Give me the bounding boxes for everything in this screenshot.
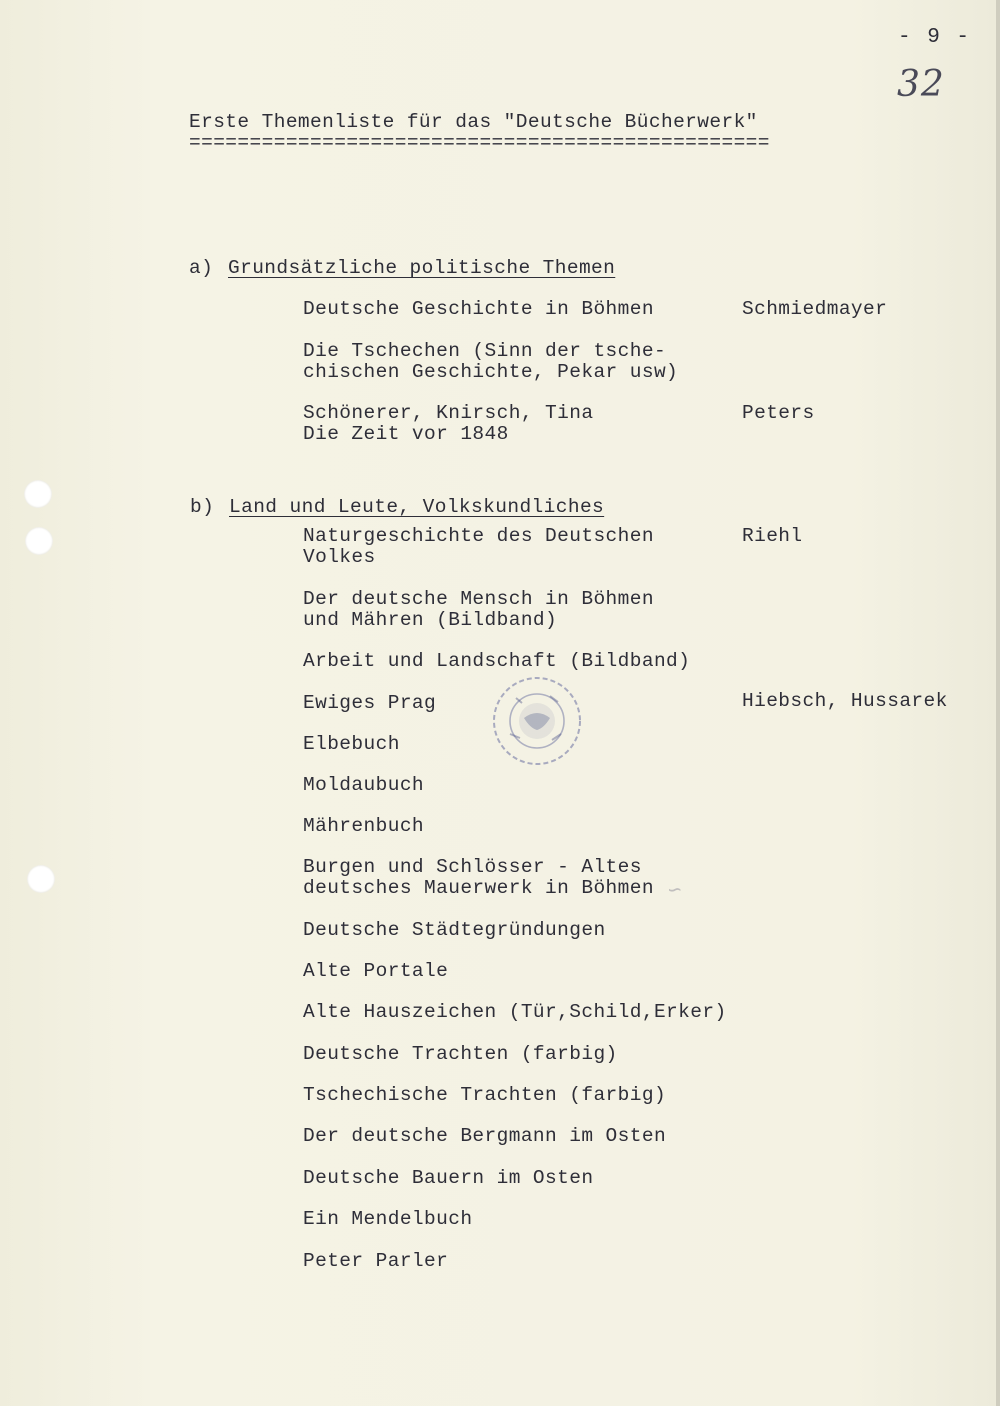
list-item: Peter Parler xyxy=(303,1250,449,1272)
page-edge xyxy=(996,0,1000,1406)
section-marker: a) xyxy=(189,257,214,279)
list-item: Deutsche Geschichte in Böhmen xyxy=(303,298,654,320)
title-underline-rule: ================================================ xyxy=(189,133,770,154)
list-item-continuation: und Mähren (Bildband) xyxy=(303,609,558,631)
list-item: Ein Mendelbuch xyxy=(303,1208,473,1230)
list-item: Ewiges Prag xyxy=(303,692,437,714)
list-item: Arbeit und Landschaft (Bildband) xyxy=(303,650,691,672)
list-item-continuation: Die Zeit vor 1848 xyxy=(303,423,509,445)
punch-hole xyxy=(27,865,55,893)
section-heading: Land und Leute, Volkskundliches xyxy=(229,496,605,518)
list-item: Moldaubuch xyxy=(303,774,425,796)
list-item: Tschechische Trachten (farbig) xyxy=(303,1084,667,1106)
list-item: Burgen und Schlösser - Altes xyxy=(303,856,642,878)
section-heading: Grundsätzliche politische Themen xyxy=(228,257,616,279)
list-item-continuation: Volkes xyxy=(303,546,376,568)
list-item-continuation: chischen Geschichte, Pekar usw) xyxy=(303,361,679,383)
list-item: Elbebuch xyxy=(303,733,400,755)
item-author: Peters xyxy=(742,402,815,424)
list-item: Schönerer, Knirsch, Tina xyxy=(303,402,594,424)
list-item: Naturgeschichte des Deutschen xyxy=(303,525,654,547)
list-item: Der deutsche Mensch in Böhmen xyxy=(303,588,654,610)
list-item: Deutsche Bauern im Osten xyxy=(303,1167,594,1189)
item-author: Riehl xyxy=(742,525,803,547)
folio-number: 32 xyxy=(897,64,945,105)
page-number: - 9 - xyxy=(898,26,972,49)
section-marker: b) xyxy=(190,496,215,518)
punch-hole xyxy=(24,480,52,508)
list-item: Mährenbuch xyxy=(303,815,425,837)
list-item-continuation: deutsches Mauerwerk in Böhmen xyxy=(303,877,654,899)
punch-hole xyxy=(25,527,53,555)
bleed-through-mark: ~ xyxy=(667,876,683,903)
list-item: Deutsche Trachten (farbig) xyxy=(303,1043,618,1065)
list-item: Der deutsche Bergmann im Osten xyxy=(303,1125,667,1147)
item-author: Hiebsch, Hussarek xyxy=(742,690,948,712)
item-author: Schmiedmayer xyxy=(742,298,888,320)
list-item: Alte Hauszeichen (Tür,Schild,Erker) xyxy=(303,1001,727,1023)
list-item: Alte Portale xyxy=(303,960,449,982)
list-item: Die Tschechen (Sinn der tsche- xyxy=(303,340,667,362)
list-item: Deutsche Städtegründungen xyxy=(303,919,606,941)
archive-stamp-seal xyxy=(490,674,584,768)
document-title: Erste Themenliste für das "Deutsche Bücherwerk" xyxy=(189,111,758,133)
